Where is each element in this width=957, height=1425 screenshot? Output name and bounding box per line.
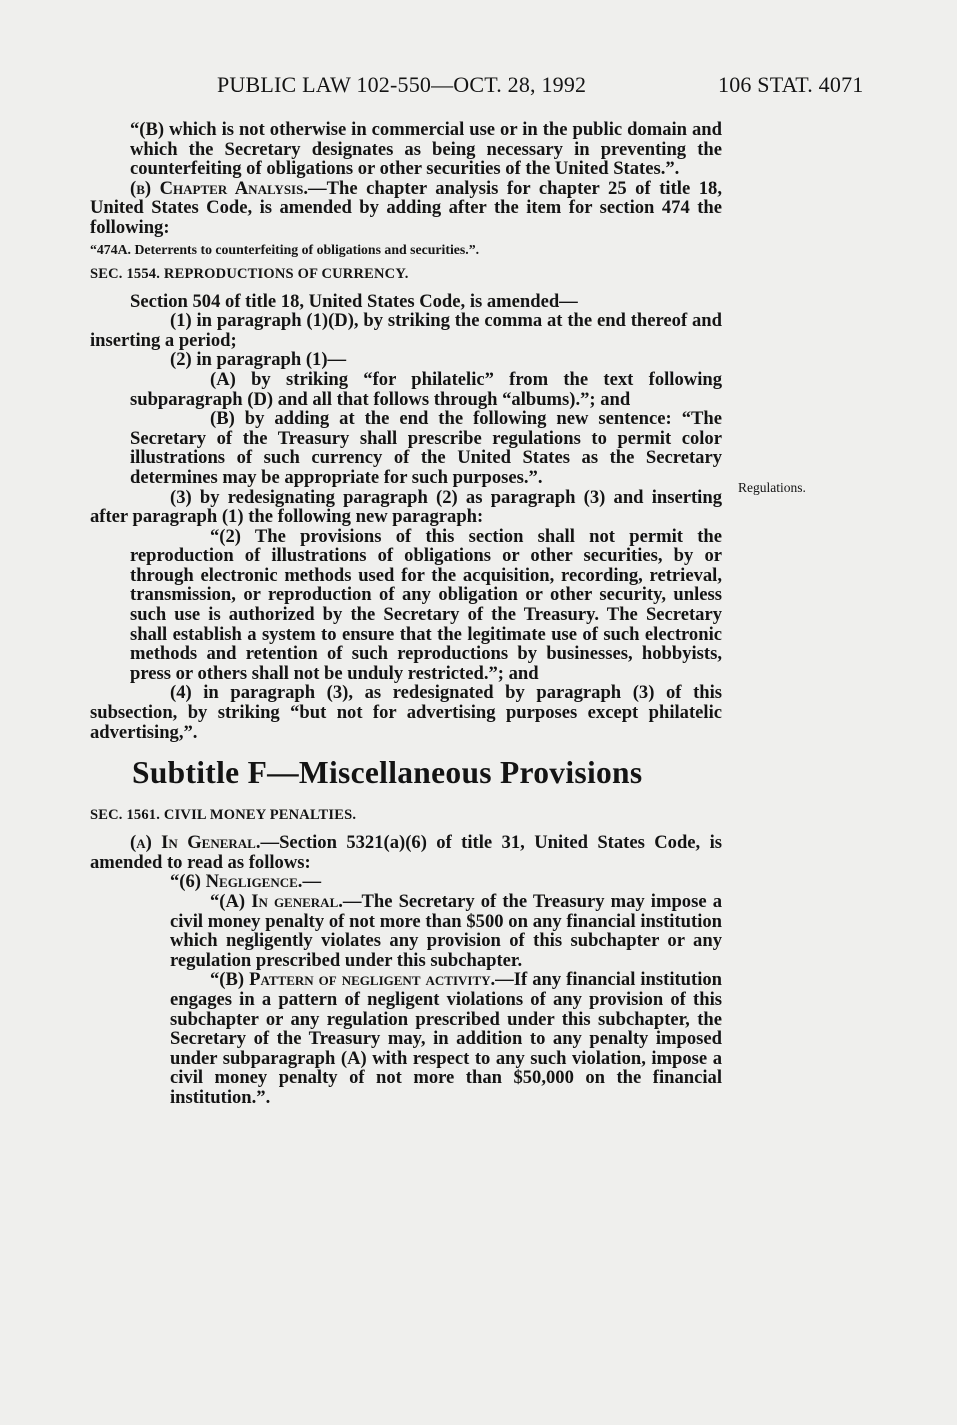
margin-note: Regulations.: [738, 480, 806, 495]
item-474a: “474A. Deterrents to counterfeiting of obligations and securities.”.: [90, 241, 480, 257]
paragraph-6-dash: —: [302, 871, 322, 893]
subsection-a-text: —Section 5321(a)(6) of title 31, United States Code, is amended to read as follows:: [90, 832, 722, 873]
section-1554-para-3-quote: “(2) The provisions of this section shall not permit the reproduction of illustrations of obligations or other securities, by or through electronic methods used for the acquisition, recording, retrieval, transmission, or reproduction of any obligation or other security, unless such use is authorized by the Secretary of the Treasury. The Secretary shall establish a system to ensure that the legitimate use of such electronic methods and retention of such reproductions by businesses, hobbyists, press or others shall not be unduly restricted.”; and: [130, 525, 722, 684]
subparagraph-a-text: —The Secretary of the Treasury may impose a civil money penalty of not more than $500 on any financial institution which negligently violates any provision of this subchapter or any regulation prescribed under this subchapter.: [170, 891, 722, 971]
paragraph-6-negligence: [90, 872, 722, 892]
section-1554-para-4: (4) in paragraph (3), as redesignated by paragraph (3) of this subsection, by striking “but not for advertising purposes except philatelic advertising,”.: [90, 682, 722, 743]
section-1554-para-3: (3) by redesignating paragraph (2) as paragraph (3) and inserting after paragraph (1) the following new paragraph:: [90, 486, 722, 528]
section-1554-para-2a: (A) by striking “for philatelic” from the text following subparagraph (D) and all that follows through “albums).”; and: [130, 368, 722, 410]
subparagraph-a-in-general: [90, 892, 722, 970]
running-header-stat-page: 106 STAT. 4071: [718, 72, 864, 97]
paragraph-b-continued: “(B) which is not otherwise in commercial use or in the public domain and which the Secretary designates as being necessary in preventing the counterfeiting of obligations or other securities of the United States.”.: [130, 119, 722, 180]
section-1554-para-1: (1) in paragraph (1)(D), by striking the comma at the end thereof and inserting a period;: [90, 310, 722, 351]
section-1554-intro: Section 504 of title 18, United States Code, is amended—: [130, 290, 578, 312]
section-1554-title: SEC. 1554. REPRODUCTIONS OF CURRENCY.: [90, 265, 409, 282]
chapter-analysis-text: —The chapter analysis for chapter 25 of title 18, United States Code, is amended by adding after the item for section 474 the following:: [90, 177, 722, 238]
paragraph-6-heading: “(6) Negligence.: [170, 871, 303, 893]
section-1561-subsection-a: [90, 833, 722, 872]
subparagraph-b-heading: “(B) Pattern of negligent activity.: [210, 969, 496, 991]
section-1554-para-2: (2) in paragraph (1)—: [170, 349, 347, 371]
subsection-a-heading: (a) In General.: [130, 832, 261, 854]
subparagraph-a-heading: “(A) In general.: [210, 891, 343, 912]
chapter-analysis-paragraph: [90, 179, 722, 238]
chapter-analysis-heading: (b) Chapter Analysis.: [130, 177, 308, 199]
subtitle-heading: Subtitle F—Miscellaneous Provisions: [132, 755, 643, 791]
section-1561-title: SEC. 1561. CIVIL MONEY PENALTIES.: [90, 807, 357, 824]
running-header-citation: PUBLIC LAW 102-550—OCT. 28, 1992: [217, 72, 587, 97]
subparagraph-b-text: —If any financial institution engages in a pattern of negligent violations of any provision of this subchapter or any regulation prescribed under this subchapter, the Secretary of the Treasury may, in addition to any penalty imposed under subparagraph (A) with respect to any such violation, impose a civil money penalty of not more than $50,000 on the financial institution.”.: [170, 969, 723, 1108]
section-1554-para-2b: (B) by adding at the end the following new sentence: “The Secretary of the Treasury shall prescribe regulations to permit color illustrations of such currency of the United States as the Secretary determines may be appropriate for such purposes.”.: [130, 408, 722, 488]
subparagraph-b-pattern: [90, 970, 722, 1107]
body-text: [90, 120, 722, 1108]
